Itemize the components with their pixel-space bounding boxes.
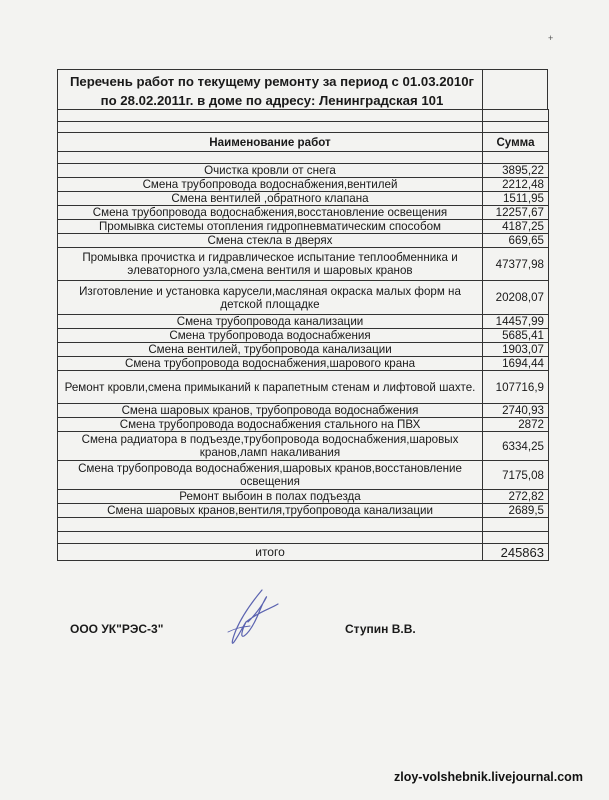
- organization-name: ООО УК"РЭС-3": [70, 622, 164, 636]
- frame-divider: [482, 69, 483, 110]
- table-row: [58, 329, 549, 343]
- table-row: [58, 418, 549, 432]
- table-row: [58, 371, 549, 404]
- work-sum: 7175,08: [483, 461, 549, 490]
- work-name: Очистка кровли от снега: [58, 164, 483, 178]
- work-sum: 14457,99: [483, 315, 549, 329]
- work-sum: 2740,93: [483, 404, 549, 418]
- work-sum: 4187,25: [483, 220, 549, 234]
- work-name: Смена трубопровода канализации: [58, 315, 483, 329]
- work-sum: 47377,98: [483, 248, 549, 281]
- work-sum: 2872: [483, 418, 549, 432]
- work-sum: 5685,41: [483, 329, 549, 343]
- work-name: Смена трубопровода водоснабжения,вентилей: [58, 178, 483, 192]
- work-name: Смена трубопровода водоснабжения: [58, 329, 483, 343]
- work-name: Промывка прочистка и гидравлическое испытание теплообменника и элеваторного узла,смена вентиля и шаровых кранов: [58, 248, 483, 281]
- work-sum: 272,82: [483, 490, 549, 504]
- work-name: Смена вентилей, трубопровода канализации: [58, 343, 483, 357]
- work-sum: 6334,25: [483, 432, 549, 461]
- work-sum: 3895,22: [483, 164, 549, 178]
- work-sum: 2212,48: [483, 178, 549, 192]
- total-sum: 245863: [483, 544, 549, 561]
- table-row: [58, 206, 549, 220]
- header-sum: Сумма: [483, 133, 549, 152]
- corner-mark: +: [548, 33, 554, 43]
- work-sum: 107716,9: [483, 371, 549, 404]
- work-sum: 1903,07: [483, 343, 549, 357]
- works-table: [57, 109, 549, 561]
- table-row: [58, 504, 549, 518]
- work-name: Смена шаровых кранов, трубопровода водоснабжения: [58, 404, 483, 418]
- work-sum: 1511,95: [483, 192, 549, 206]
- title-line-2: по 28.02.2011г. в доме по адресу: Ленинградская 101: [100, 93, 444, 108]
- work-sum: 12257,67: [483, 206, 549, 220]
- table-row: [58, 164, 549, 178]
- table-row: [58, 461, 549, 490]
- work-name: Смена трубопровода водоснабжения стального на ПВХ: [58, 418, 483, 432]
- header-name: Наименование работ: [58, 133, 483, 152]
- work-name: Изготовление и установка карусели,масляная окраска малых форм на детской площадке: [58, 281, 483, 315]
- watermark: zloy-volshebnik.livejournal.com: [394, 770, 583, 784]
- frame-left: [57, 69, 58, 110]
- total-label: итого: [58, 544, 483, 561]
- table-row: [58, 281, 549, 315]
- table-row: [58, 343, 549, 357]
- title-line-1: Перечень работ по текущему ремонту за период с 01.03.2010г: [69, 74, 475, 89]
- frame-top: [57, 69, 548, 70]
- document-title: [62, 72, 482, 110]
- work-name: Смена трубопровода водоснабжения,шаровых кранов,восстановление освещения: [58, 461, 483, 490]
- work-name: Смена трубопровода водоснабжения,восстановление освещения: [58, 206, 483, 220]
- work-name: Смена трубопровода водоснабжения,шарового крана: [58, 357, 483, 371]
- work-name: Смена стекла в дверях: [58, 234, 483, 248]
- total-row: [58, 544, 549, 561]
- works-table-body: [58, 110, 549, 561]
- table-row: [58, 192, 549, 206]
- empty-row: [58, 110, 549, 122]
- table-row: [58, 357, 549, 371]
- work-name: Смена шаровых кранов,вентиля,трубопровода канализации: [58, 504, 483, 518]
- signer-name: Ступин В.В.: [345, 622, 416, 636]
- empty-row: [58, 518, 549, 532]
- table-row: [58, 220, 549, 234]
- header-row: [58, 133, 549, 152]
- empty-row: [58, 122, 549, 133]
- work-name: Смена вентилей ,обратного клапана: [58, 192, 483, 206]
- frame-right: [547, 69, 548, 110]
- empty-row: [58, 532, 549, 544]
- work-name: Ремонт кровли,смена примыканий к парапетным стенам и лифтовой шахте.: [58, 371, 483, 404]
- table-row: [58, 178, 549, 192]
- work-name: Смена радиатора в подъезде,трубопровода водоснабжения,шаровых кранов,ламп накаливания: [58, 432, 483, 461]
- table-row: [58, 490, 549, 504]
- table-row: [58, 248, 549, 281]
- work-sum: 669,65: [483, 234, 549, 248]
- work-sum: 2689,5: [483, 504, 549, 518]
- work-name: Промывка системы отопления гидропневматическим способом: [58, 220, 483, 234]
- empty-row: [58, 152, 549, 164]
- table-row: [58, 234, 549, 248]
- work-sum: 1694,44: [483, 357, 549, 371]
- table-row: [58, 432, 549, 461]
- table-row: [58, 404, 549, 418]
- table-row: [58, 315, 549, 329]
- signature-image: [222, 586, 282, 648]
- work-name: Ремонт выбоин в полах подъезда: [58, 490, 483, 504]
- work-sum: 20208,07: [483, 281, 549, 315]
